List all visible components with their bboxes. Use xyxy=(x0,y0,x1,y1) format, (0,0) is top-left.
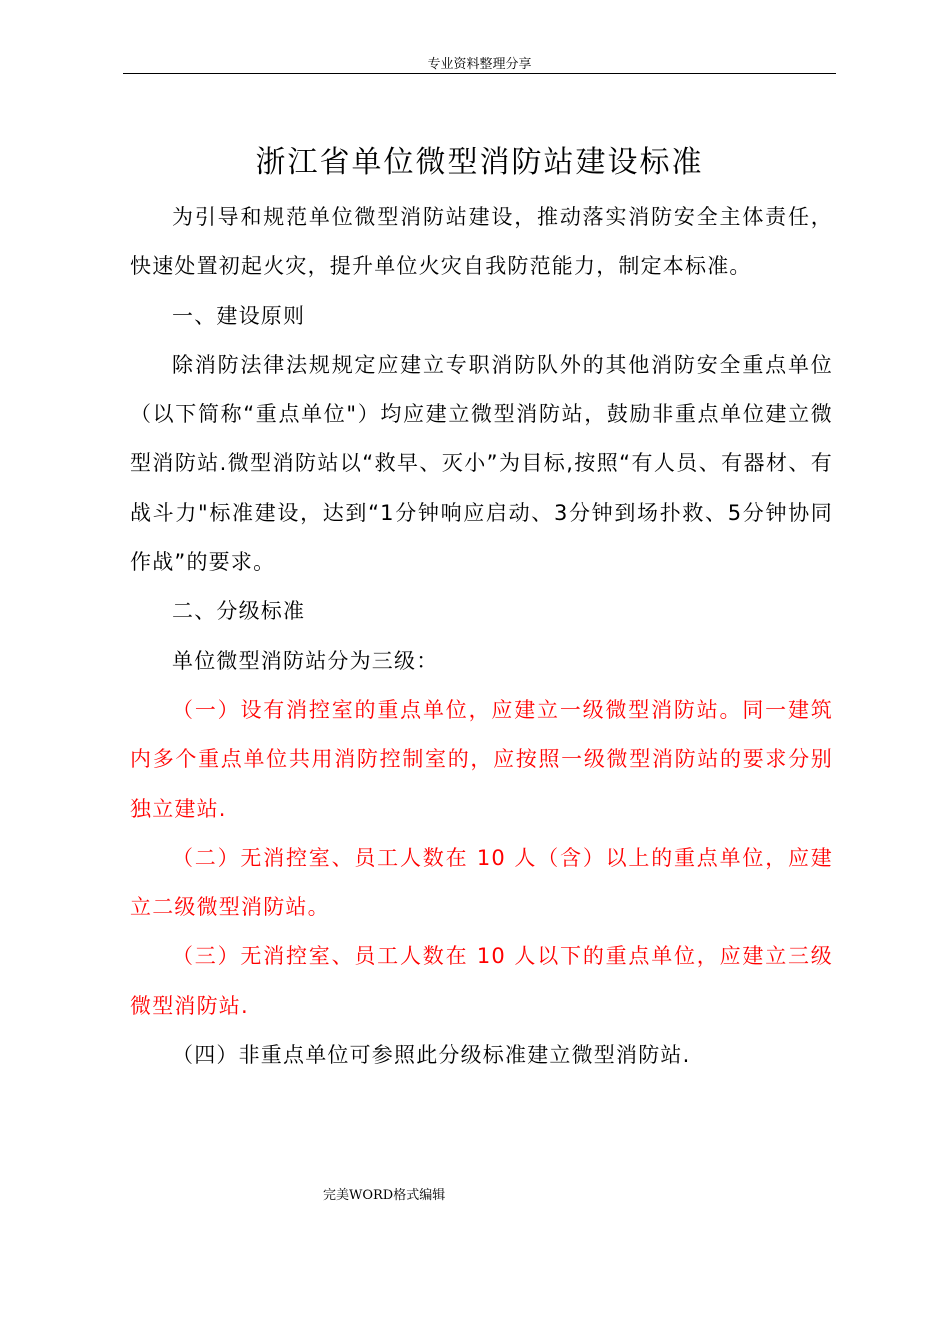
principles-paragraph: 除消防法律法规规定应建立专职消防队外的其他消防安全重点单位（以下简称“重点单位"）均应建立微型消防站，鼓励非重点单位建立微型消防站.微型消防站以“救早、灭小”为目标,按照“有人员、有器材、有战斗力"标准建设，达到“1分钟响应启动、3分钟到场扑救、5分钟协同作战”的要求。 xyxy=(130,352,833,575)
page-footer: 完美WORD格式编辑 xyxy=(323,1188,446,1203)
section-heading-grading: 二、分级标准 xyxy=(172,599,306,624)
page-header: 专业资料整理分享 xyxy=(427,57,532,72)
document-title: 浙江省单位微型消防站建设标准 xyxy=(255,145,704,180)
grade-two-paragraph: （二）无消控室、员工人数在 10 人（含）以上的重点单位，应建立二级微型消防站。 xyxy=(130,845,833,920)
section-heading-principles: 一、建设原则 xyxy=(172,303,306,328)
intro-paragraph: 为引导和规范单位微型消防站建设，推动落实消防安全主体责任，快速处置初起火灾，提升单位火灾自我防范能力，制定本标准。 xyxy=(130,205,833,279)
document-body xyxy=(130,193,833,1080)
grading-intro-paragraph: 单位微型消防站分为三级： xyxy=(172,648,439,673)
grade-four-paragraph: （四）非重点单位可参照此分级标准建立微型消防站. xyxy=(172,1043,691,1068)
header-divider xyxy=(123,73,836,74)
grade-one-paragraph: （一）设有消控室的重点单位，应建立一级微型消防站。同一建筑内多个重点单位共用消防控制室的，应按照一级微型消防站的要求分别独立建站. xyxy=(130,697,833,821)
grade-three-paragraph: （三）无消控室、员工人数在 10 人以下的重点单位，应建立三级微型消防站. xyxy=(130,944,833,1018)
